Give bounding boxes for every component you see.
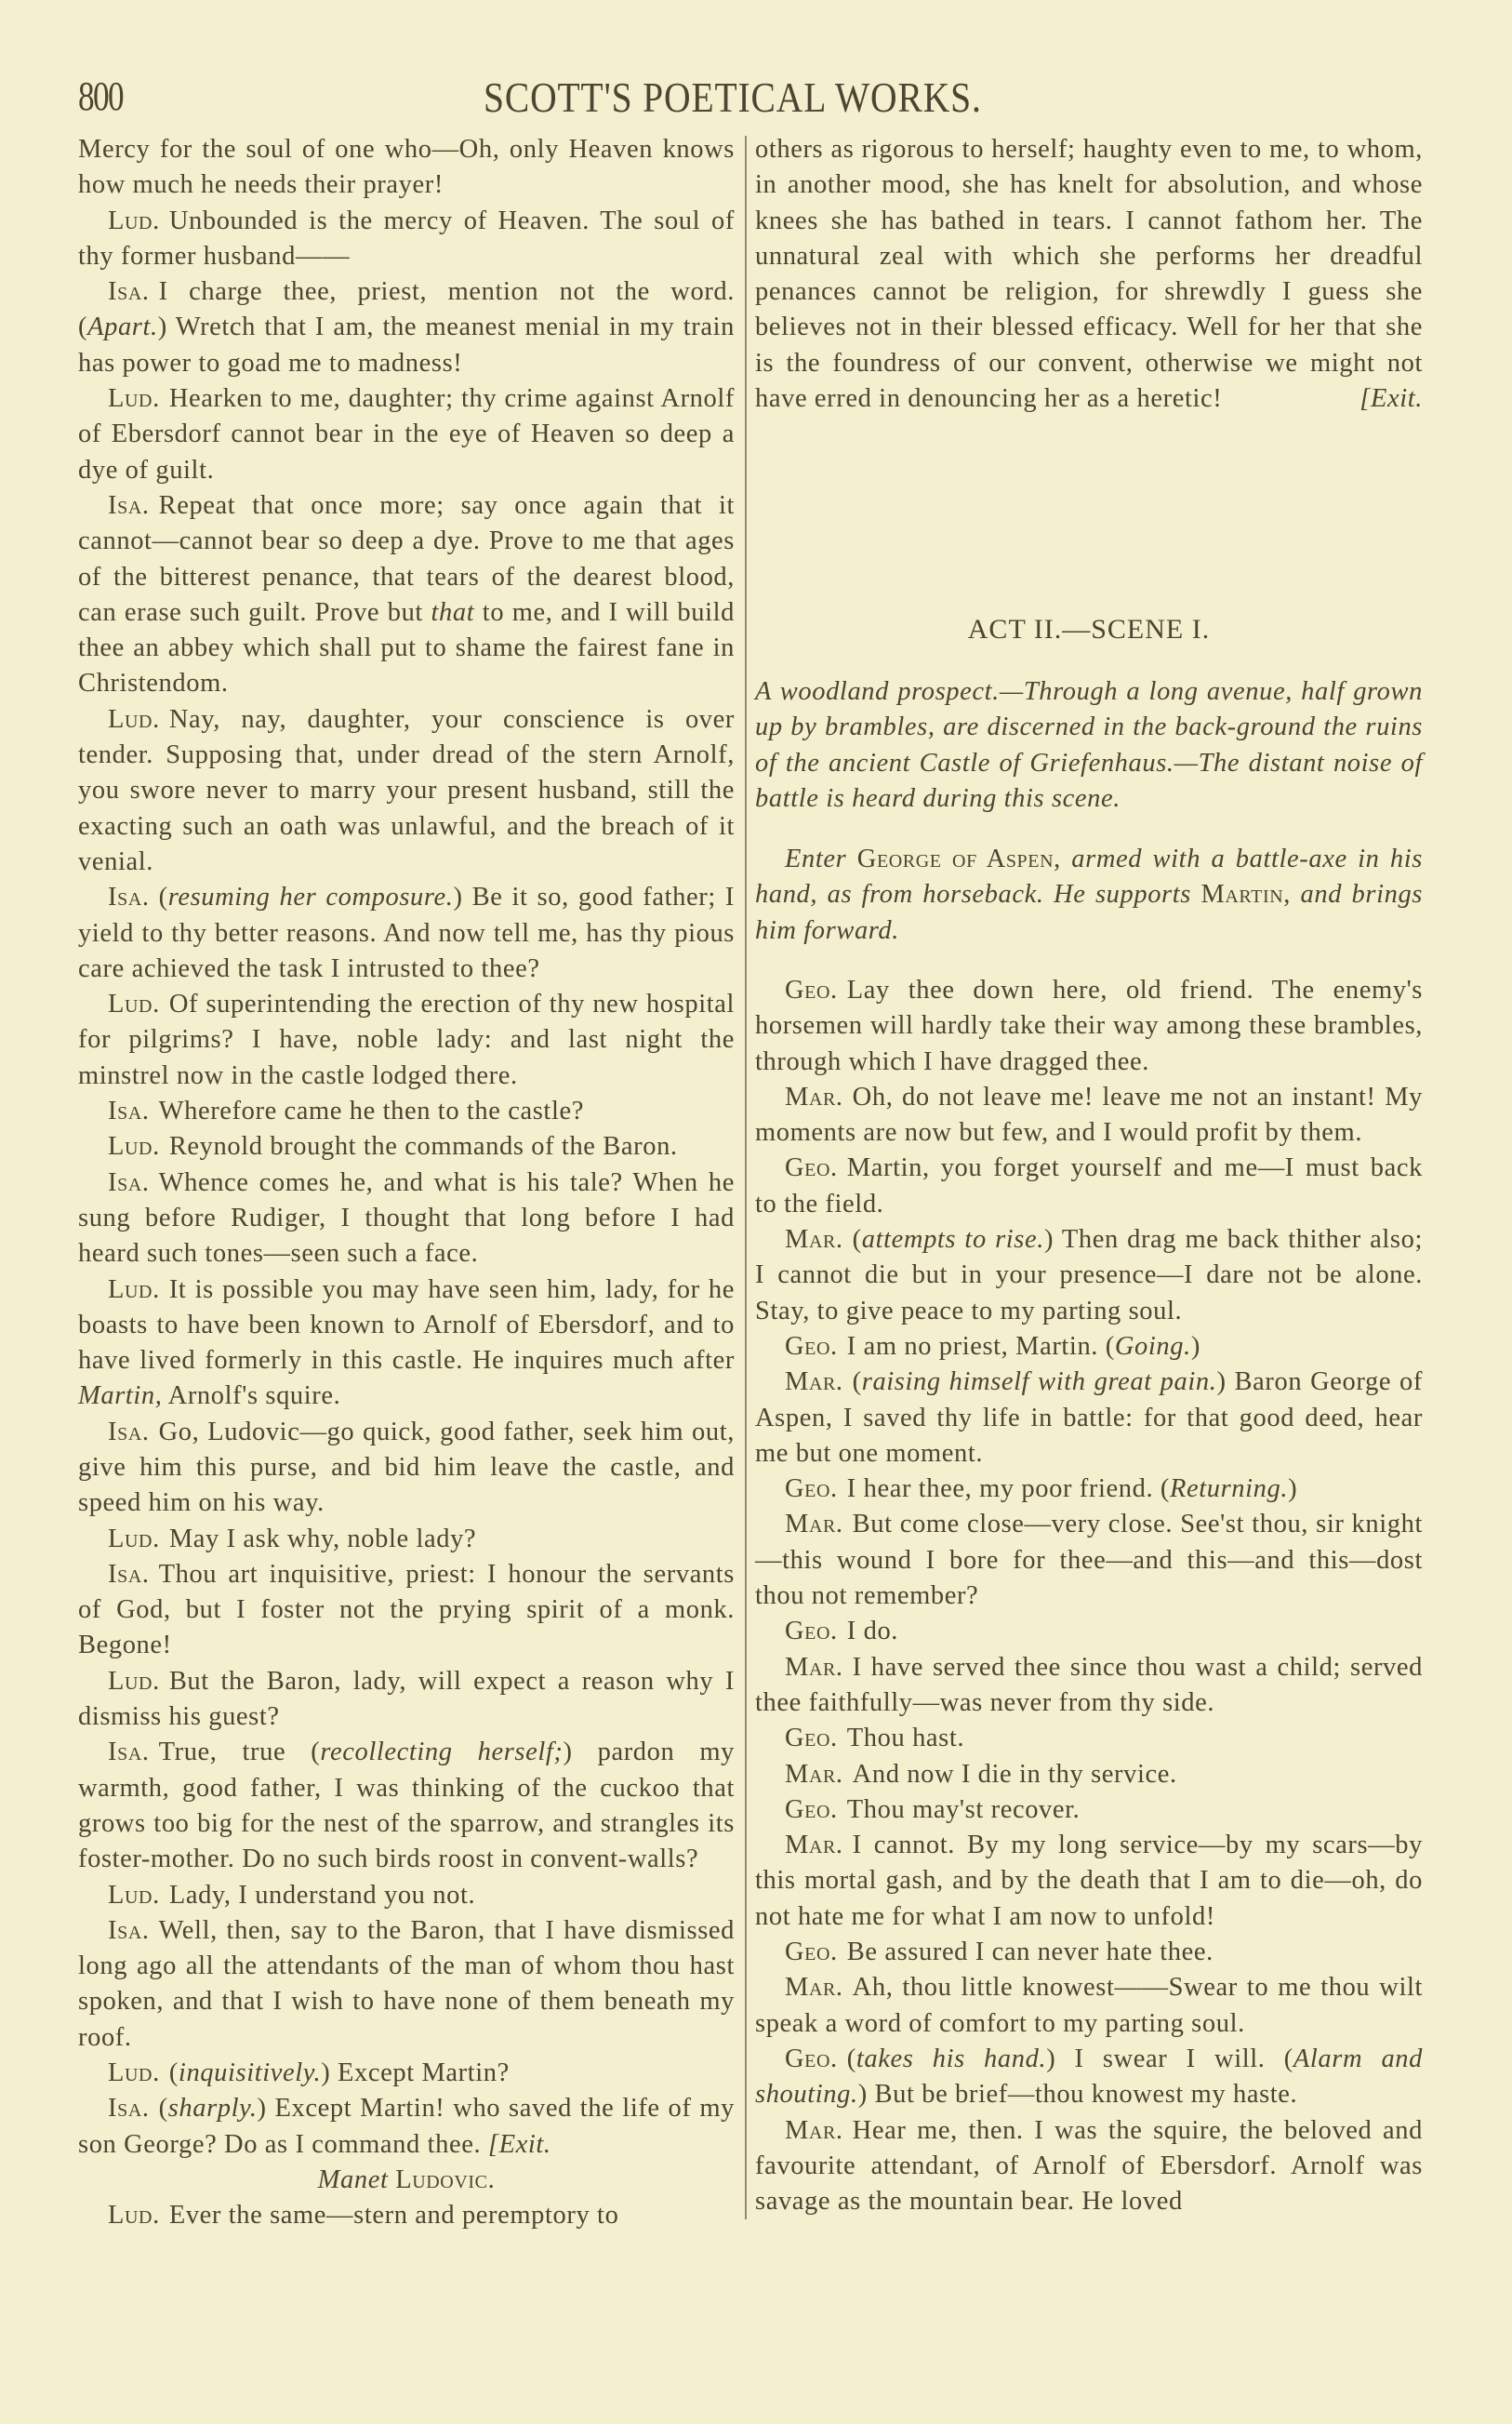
speaker-name: Mar. — [785, 1652, 843, 1682]
speech-text: Oh, do not leave me! leave me not an instant! My moments are now but few, and I would profit by them. — [755, 1082, 1423, 1148]
stage-direction-text: raising himself with great pain. — [861, 1367, 1217, 1397]
scene-heading: ACT II.—SCENE I. — [967, 614, 1211, 645]
speech-text: Hear me, then. I was the squire, the beloved and favourite attendant, of Arnolf of Ebersdorf. Arnolf was savage as the mountain bear. He loved — [755, 2115, 1423, 2217]
dialogue-line — [755, 1151, 1423, 1222]
speaker-name: Isa. — [108, 490, 150, 520]
dialogue-line — [78, 1735, 735, 1877]
dialogue-line — [78, 2091, 735, 2163]
speech-text: Lay thee down here, old friend. The enemy's horsemen will hardly take their way among these brambles, through which I have dragged thee. — [755, 976, 1423, 1076]
dialogue-line — [78, 1522, 735, 1557]
dialogue-line — [78, 488, 735, 702]
speaker-name: Lud. — [108, 990, 160, 1019]
speaker-name: Geo. — [785, 1724, 838, 1753]
speech-text: Hearken to me, daughter; thy crime against Arnolf of Ebersdorf cannot bear in the eye of Heaven so deep a dye of guilt. — [78, 384, 735, 485]
speech-text: I hear thee, my poor friend. ( — [846, 1474, 1170, 1504]
speaker-name: Geo. — [785, 2044, 838, 2073]
right-column — [755, 973, 1423, 2219]
speech-text: ( — [846, 2044, 856, 2073]
speaker-name: Lud. — [108, 2201, 160, 2231]
dialogue-line — [755, 1935, 1423, 1970]
stage-direction-text: armed with a battle-axe in his hand, as from horseback. He supports — [755, 845, 1423, 910]
speech-text: Martin, you forget yourself and me—I must back to the field. — [755, 1153, 1423, 1219]
speaker-name: Isa. — [108, 1167, 150, 1197]
speaker-name: Isa. — [108, 1915, 150, 1945]
dialogue-line — [78, 381, 735, 488]
speech-text: to me, and I will build thee an abbey which shall put to shame the fairest fane in Christendom. — [78, 597, 736, 699]
dialogue-line — [78, 1913, 735, 2056]
entrance-direction — [755, 842, 1423, 949]
dialogue-line — [755, 1507, 1423, 1614]
dialogue-line — [78, 1094, 735, 1129]
dialogue-line — [78, 702, 735, 880]
dialogue-line — [755, 1757, 1423, 1792]
stage-direction-text: takes his hand. — [855, 2044, 1047, 2073]
stage-direction-text: [Exit. — [487, 2129, 551, 2159]
stage-direction-text: Apart. — [87, 313, 158, 342]
speech-text: ) I swear I will. ( — [1046, 2044, 1293, 2073]
dialogue-line — [755, 1365, 1423, 1472]
speech-text: Lady, I understand you not. — [168, 1880, 476, 1910]
speaker-name: Geo. — [785, 1331, 838, 1361]
dialogue-line — [78, 204, 735, 275]
stage-direction-text: Alarm and shouting. — [755, 2044, 1423, 2110]
speaker-name: Lud. — [108, 704, 160, 734]
speech-text: Unbounded is the mercy of Heaven. The soul of thy former husband—— — [78, 206, 735, 271]
speaker-name: Mar. — [785, 1082, 843, 1112]
speech-text: ) But be brief—thou knowest my haste. — [857, 2080, 1298, 2110]
dialogue-line — [755, 1080, 1423, 1152]
dialogue-line — [755, 1970, 1423, 2042]
dialogue-line — [755, 1792, 1423, 1828]
speaker-name: Lud. — [108, 1880, 160, 1910]
speaker-name: Isa. — [108, 277, 150, 307]
character-name: Martin, — [1200, 880, 1292, 910]
speaker-name: Mar. — [785, 1973, 843, 2003]
dialogue-line — [78, 880, 735, 987]
speech-text: It is possible you may have seen him, lady, for he boasts to have been known to Arnolf of Ebersdorf, and to have lived formerly in this castle. He inquires much after — [78, 1274, 735, 1376]
speaker-name: Isa. — [108, 883, 150, 912]
stage-direction-text: [Exit. — [1359, 384, 1423, 414]
speaker-name: Lud. — [108, 206, 160, 235]
speaker-name: Lud. — [108, 1524, 160, 1553]
right-column-top — [755, 132, 1423, 417]
dialogue-line — [755, 1329, 1423, 1365]
dialogue-line — [78, 1415, 735, 1522]
speech-text: Wherefore came he then to the castle? — [158, 1097, 584, 1126]
stage-direction-text: Going. — [1114, 1331, 1191, 1361]
stage-direction-text: inquisitively. — [178, 2058, 322, 2088]
speaker-name: Isa. — [108, 1738, 150, 1767]
speech-text: Whence comes he, and what is his tale? When he sung before Rudiger, I thought that long before I had heard such tones—seen such a face. — [78, 1167, 735, 1269]
dialogue-line — [755, 1222, 1423, 1329]
speech-text: ) Then drag me back thither also; I cannot die but in your presence—I dare not be alone. Stay, to give peace to my parting soul. — [755, 1225, 1423, 1325]
speech-text: I have served thee since thou wast a child; served thee faithfully—was never from thy side. — [755, 1652, 1423, 1717]
speech-text: ) Except Martin! who saved the life of my son George? Do as I command thee. — [78, 2094, 735, 2159]
left-column — [78, 132, 735, 2234]
running-head: SCOTT'S POETICAL WORKS. — [484, 73, 982, 121]
stage-direction-text: that — [431, 597, 475, 627]
speech-text: And now I die in thy service. — [852, 1759, 1177, 1789]
speaker-name: Mar. — [785, 1831, 843, 1860]
speaker-name: Mar. — [785, 1759, 843, 1789]
dialogue-line — [78, 1129, 735, 1165]
dialogue-line — [78, 274, 735, 381]
dialogue-line — [78, 2056, 735, 2091]
speaker-name: Lud. — [108, 1274, 160, 1304]
speaker-name: Isa. — [108, 1097, 150, 1126]
page-number: 800 — [78, 73, 123, 119]
speech-text: Well, then, say to the Baron, that I have dismissed long ago all the attendants of the man of whom thou hast spoken, and that I wish to have none of them beneath my roof. — [78, 1915, 735, 2052]
speaker-name: Geo. — [785, 1153, 838, 1183]
stage-direction-text: Returning. — [1169, 1474, 1289, 1504]
speech-text: ) — [1288, 1474, 1298, 1504]
speech-text: Ah, thou little knowest——Swear to me thou wilt speak a word of comfort to my parting soul. — [755, 1973, 1423, 2038]
stage-direction-text: and brings him forward. — [755, 880, 1423, 945]
dialogue-line — [78, 1165, 735, 1272]
stage-direction-text: attempts to rise. — [861, 1225, 1044, 1255]
speech-text: Thou may'st recover. — [846, 1794, 1081, 1824]
speech-text: But the Baron, lady, will expect a reason why I dismiss his guest? — [78, 1666, 735, 1732]
speaker-name: Mar. — [785, 1367, 843, 1397]
text-paragraph — [78, 2163, 735, 2198]
stage-direction-text: Manet — [317, 2164, 389, 2194]
speech-text: I am no priest, Martin. ( — [846, 1331, 1115, 1361]
dialogue-line — [78, 2198, 735, 2233]
speech-text: ) Wretch that I am, the meanest menial in my train has power to goad me to madness! — [78, 313, 735, 378]
speaker-name: Mar. — [785, 1510, 843, 1539]
speech-text: ( — [158, 2094, 168, 2124]
speaker-name: Mar. — [785, 2115, 843, 2145]
speech-text: ) — [1190, 1331, 1200, 1361]
speech-text: Nay, nay, daughter, your conscience is over tender. Supposing that, under dread of the stern Arnolf, you swore never to marry your present husband, still the exacting such an oath was unlawful, and the breach of it venial. — [78, 704, 735, 876]
stage-direction-text: A woodland prospect.—Through a long avenue, half grown up by brambles, are discerned in the back-ground the ruins of the ancient Castle of Griefenhaus.—The distant noise of battle is heard during this scene. — [755, 677, 1423, 813]
speaker-name: Geo. — [785, 1794, 838, 1824]
speech-text: Thou art inquisitive, priest: I honour the servants of God, but I foster not the prying spirit of a monk. Begone! — [78, 1559, 735, 1660]
speech-text: Repeat that once more; say once again that it cannot—cannot bear so deep a dye. Prove to me that ages of the bitterest penance, that tears of the dearest blood, can erase such guilt. Prove but — [78, 490, 735, 627]
dialogue-line — [755, 973, 1423, 1080]
speech-text: True, true ( — [158, 1738, 321, 1767]
speech-text: Reynold brought the commands of the Baron. — [168, 1132, 678, 1162]
dialogue-line — [755, 1721, 1423, 1756]
dialogue-line — [78, 1878, 735, 1913]
dialogue-line — [755, 1650, 1423, 1722]
speech-text: I cannot. By my long service—by my scars—by this mortal gash, and by the death that I am to die—oh, do not hate me for what I am now to unfold! — [755, 1831, 1423, 1931]
speech-text: Thou hast. — [846, 1724, 965, 1753]
speech-text: ) Baron George of Aspen, I saved thy life in battle: for that good deed, hear me but one moment. — [755, 1367, 1423, 1468]
speech-text: Of superintending the erection of thy new hospital for pilgrims? I have, noble lady: and last night the minstrel now in the castle lodged there. — [78, 990, 735, 1090]
dialogue-line — [755, 2113, 1423, 2220]
speech-text: Arnolf's squire. — [162, 1381, 341, 1411]
speech-text: ) Except Martin? — [321, 2058, 510, 2088]
text-paragraph — [78, 132, 735, 204]
column-divider — [745, 136, 747, 2219]
dialogue-line — [755, 1828, 1423, 1935]
speech-text: Ever the same—stern and peremptory to — [168, 2201, 619, 2231]
stage-direction-text: sharply. — [167, 2094, 258, 2124]
text-paragraph — [755, 132, 1423, 417]
speaker-name: Isa. — [108, 1417, 150, 1446]
speech-text: ) pardon my warmth, good father, I was thinking of the cuckoo that grows too big for the nest of the sparrow, and strangles its foster-mother. Do no such birds roost in convent-walls? — [78, 1738, 735, 1874]
speaker-name: Lud. — [108, 384, 160, 414]
dialogue-line — [755, 2042, 1423, 2113]
speech-text: ( — [158, 883, 168, 912]
speech-text: May I ask why, noble lady? — [168, 1524, 477, 1553]
speech-text: ( — [168, 2058, 179, 2088]
speech-text: Be assured I can never hate thee. — [846, 1938, 1214, 1967]
speaker-name: Lud. — [108, 1132, 160, 1162]
dialogue-line — [78, 1557, 735, 1664]
dialogue-line — [755, 1614, 1423, 1649]
stage-direction-text: Martin, — [78, 1381, 163, 1411]
speaker-name: Isa. — [108, 2094, 150, 2124]
speech-text: I do. — [846, 1617, 899, 1646]
dialogue-line — [755, 1472, 1423, 1507]
speech-text: I charge thee, priest, mention not the word. ( — [78, 277, 735, 342]
speech-text: ( — [852, 1225, 862, 1255]
dialogue-line — [78, 1664, 735, 1736]
stage-direction — [755, 674, 1423, 817]
speech-text: ) Be it so, good father; I yield to thy better reasons. And now tell me, has thy pious care achieved the task I intrusted to thee? — [78, 883, 735, 983]
speaker-name: Geo. — [785, 1617, 838, 1646]
stage-direction-text: Enter — [785, 845, 847, 873]
speech-text: Mercy for the soul of one who—Oh, only Heaven knows how much he needs their prayer! — [78, 135, 735, 200]
speaker-name: Lud. — [108, 2058, 160, 2088]
text-paragraph — [755, 842, 1423, 949]
speech-text: ( — [852, 1367, 862, 1397]
dialogue-line — [78, 1272, 735, 1415]
speaker-name: Geo. — [785, 1938, 838, 1967]
speaker-name: Isa. — [108, 1559, 150, 1589]
speech-text: others as rigorous to herself; haughty even to me, to whom, in another mood, she has knelt for absolution, and whose knees she has bathed in tears. I cannot fathom her. The unnatural zeal with which she performs her dreadful penances cannot be religion, for shrewdly I guess she believes not in their blessed efficacy. Well for her that she is the foundress of our convent, otherwise we might not have erred in denouncing her as a heretic! — [755, 135, 1423, 414]
speech-text: But come close—very close. See'st thou, sir knight—this wound I bore for thee—and this—and this—dost thou not remember? — [755, 1510, 1423, 1611]
speech-text: Go, Ludovic—go quick, good father, seek him out, give him this purse, and bid him leave the castle, and speed him on his way. — [78, 1417, 735, 1518]
stage-direction-text: recollecting herself; — [320, 1738, 564, 1767]
speaker-name: Mar. — [785, 1225, 843, 1255]
stage-direction-text: resuming her composure. — [167, 883, 454, 912]
dialogue-line — [78, 987, 735, 1094]
speaker-name: Geo. — [785, 976, 838, 1005]
speaker-name: Lud. — [108, 1666, 160, 1696]
character-name: George of Aspen, — [846, 845, 1061, 873]
speaker-name: Geo. — [785, 1474, 838, 1504]
character-name: Ludovic. — [388, 2164, 496, 2194]
